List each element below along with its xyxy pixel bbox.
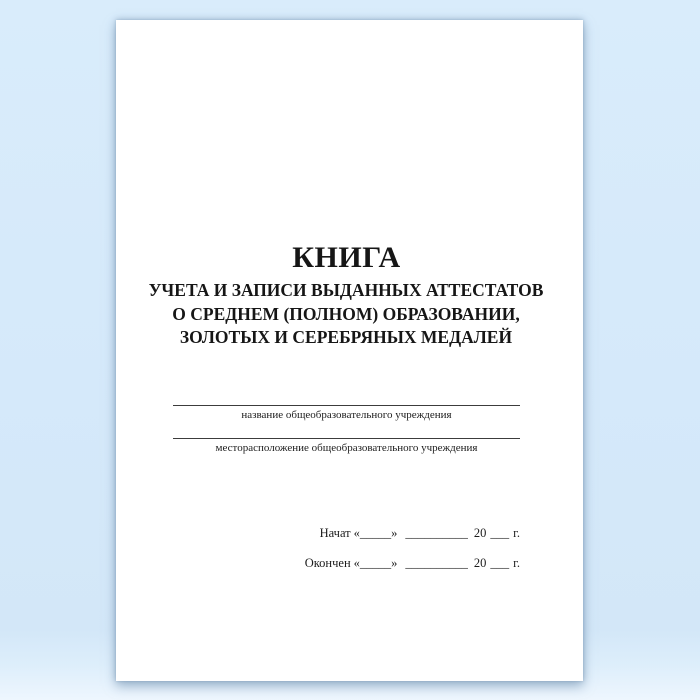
document-subtitle-line: О СРЕДНЕМ (ПОЛНОМ) ОБРАЗОВАНИИ, xyxy=(172,303,520,324)
finished-year-blank: ___ xyxy=(490,556,510,570)
finished-month-blank: __________ xyxy=(405,556,468,570)
started-year-prefix: 20 xyxy=(473,526,487,540)
institution-name-field-caption: название общеобразовательного учреждения xyxy=(241,409,452,421)
document-subtitle xyxy=(146,279,546,350)
finished-label: Окончен xyxy=(304,556,351,570)
started-day-blank: «_____» xyxy=(353,526,398,540)
institution-location-field-caption: месторасположение общеобразовательного учреждения xyxy=(215,442,478,454)
finished-day-blank: «_____» xyxy=(353,556,398,570)
document-page xyxy=(116,20,583,681)
institution-name-field-line xyxy=(173,405,520,406)
finished-year-prefix: 20 xyxy=(473,556,487,570)
started-year-blank: ___ xyxy=(490,526,510,540)
document-title: КНИГА xyxy=(292,241,401,274)
document-subtitle-line: ЗОЛОТЫХ И СЕРЕБРЯНЫХ МЕДАЛЕЙ xyxy=(179,327,513,347)
institution-location-field-line xyxy=(173,438,520,439)
document-subtitle-line: УЧЕТА И ЗАПИСИ ВЫДАННЫХ АТТЕСТАТОВ xyxy=(148,280,544,300)
started-label: Начат xyxy=(319,526,351,540)
started-date-row xyxy=(320,525,520,541)
finished-date-row xyxy=(305,555,520,571)
started-year-suffix: г. xyxy=(513,526,520,540)
finished-year-suffix: г. xyxy=(513,556,520,570)
started-month-blank: __________ xyxy=(405,526,468,540)
